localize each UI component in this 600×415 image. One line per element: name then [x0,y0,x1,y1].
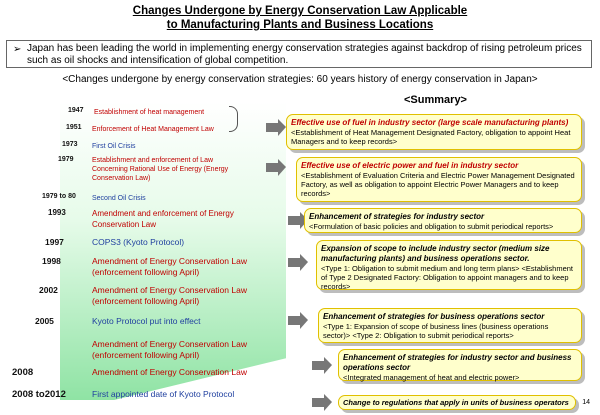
summary-box-detail: <Formulation of basic policies and obligation to submit periodical reports> [309,222,554,231]
subtitle: <Changes undergone by energy conservation strategies: 60 years history of energy conservation in Japan> [62,74,538,85]
summary-box [296,157,582,202]
summary-box [316,240,582,290]
arrow-right-icon [312,398,324,407]
summary-box-detail: <Establishment of Evaluation Criteria and Electric Power Management Designated Factory, as well as obligation to appoint Electric Power Managers and to keep records> [301,171,575,198]
summary-box-title: Enhancement of strategies for industry sector and business operations sector [343,353,572,372]
summary-box-title: Expansion of scope to include industry sector (medium size manufacturing plants) and business operations sector. [321,244,550,263]
intro-box [6,40,592,68]
summary-box-detail: <Type 1: Expansion of scope of business lines (business operations sector)> <Type 2: Obligation to submit periodical reports> [323,322,549,340]
arrow-right-icon [266,163,278,172]
summary-box-title: Enhancement of strategies for industry sector [309,212,485,221]
timeline-year: 1951 [66,124,82,131]
page-number: 14 [582,399,590,406]
timeline-event: Kyoto Protocol put into effect [92,316,201,326]
arrow-right-icon [312,361,324,370]
summary-box-title: Effective use of electric power and fuel in industry sector [301,161,519,170]
timeline-year: 2008 to2012 [12,389,66,400]
timeline-year: 1979 [58,156,74,163]
summary-box-title: Change to regulations that apply in units of business operators [343,398,569,407]
timeline-event: Amendment of Energy Conservation Law [92,367,247,377]
page-title [0,4,600,32]
bullet-arrow-icon: ➢ [13,44,22,55]
timeline-year: 2005 [35,316,54,326]
title-line-1: Changes Undergone by Energy Conservation Law Applicable [132,5,468,17]
timeline-event: Amendment of Energy Conservation Law (enforcement following April) [92,285,247,306]
timeline-year: 1979 to 80 [42,193,76,200]
timeline-year: 1998 [42,256,61,266]
summary-box-detail: <Type 1: Obligation to submit medium and long term plans> <Establishment of Type 2 Designated Factory: Obligation to appoint managers and to keep records> [321,264,574,291]
arrow-right-icon [288,316,300,325]
intro-text: Japan has been leading the world in implementing energy conservation strategies against backdrop of rising petroleum prices such as oil shocks and intensification of global competition. [27,43,582,66]
timeline-event: First Oil Crisis [92,143,136,150]
timeline-event: COPS3 (Kyoto Protocol) [92,237,185,247]
arrow-right-icon [266,123,278,132]
summary-box-detail: <Establishment of Heat Management Designated Factory, obligation to appoint Heat Managers and to keep records> [291,128,571,146]
timeline-event: Establishment and enforcement of Law Concerning Rational Use of Energy (Energy Conservation Law) [92,157,229,182]
timeline-year: 1997 [45,237,64,247]
title-line-2: to Manufacturing Plants and Business Locations [166,19,434,31]
summary-label: <Summary> [404,94,467,106]
timeline-year: 1973 [62,141,78,148]
summary-box [304,208,582,233]
arrow-right-icon [288,258,300,267]
summary-box-title: Enhancement of strategies for business operations sector [323,312,545,321]
summary-box-title: Effective use of fuel in industry sector (large scale manufacturing plants) [291,118,569,127]
summary-box-detail: <Integrated management of heat and electric power> [343,373,520,382]
brace-icon [229,106,238,132]
arrow-right-icon [288,216,300,225]
summary-box [338,349,582,381]
timeline-event: Establishment of heat management [94,109,205,116]
timeline-event: First appointed date of Kyoto Protocol [92,389,235,399]
timeline-event: Second Oil Crisis [92,195,146,202]
timeline-year: 2008 [12,367,34,378]
timeline-year: 2002 [39,285,58,295]
timeline-year: 1947 [68,107,84,114]
timeline-event: Enforcement of Heat Management Law [92,126,214,133]
summary-box [318,308,582,343]
timeline-event: Amendment of Energy Conservation Law (enforcement following April) [92,339,247,360]
timeline-event: Amendment and enforcement of Energy Conservation Law [92,209,234,229]
summary-box [286,114,582,150]
timeline-event: Amendment of Energy Conservation Law (enforcement following April) [92,256,247,277]
timeline-year: 1993 [48,208,66,217]
summary-box [338,395,576,410]
